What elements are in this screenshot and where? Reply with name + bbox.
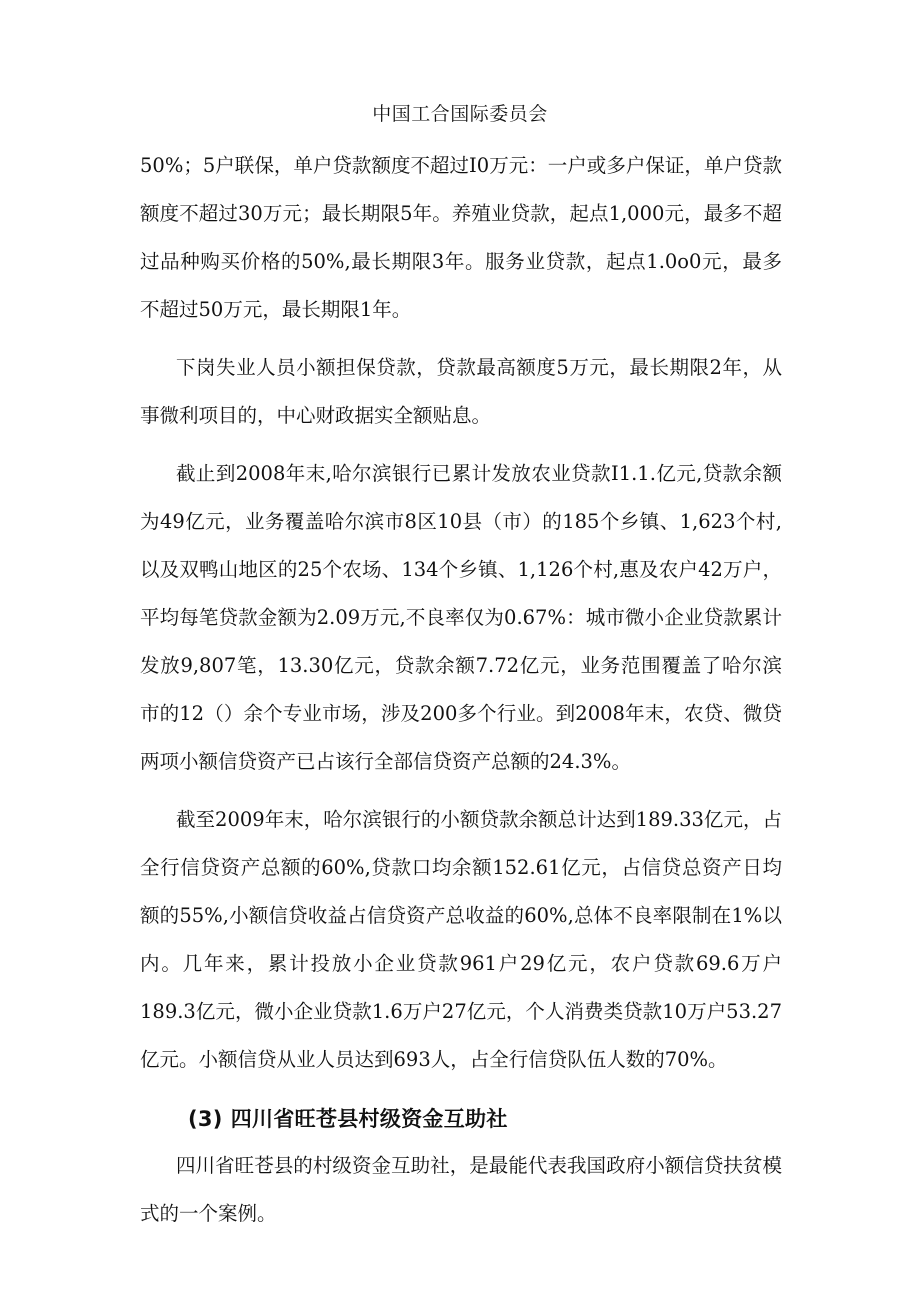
paragraph-wangcang-intro: 四川省旺苍县的村级资金互助社，是最能代表我国政府小额信贷扶贫模式的一个案例。	[140, 1154, 782, 1225]
page-header: 中国工合国际委员会	[372, 103, 548, 125]
paragraph-2009-summary: 截至2009年末，哈尔滨银行的小额贷款余额总计达到189.33亿元，占全行信贷资产总额的60%,贷款口均余额152.61亿元，占信贷总资产日均额的55%,小额信贷收益占信贷资产总收益的60%,总体不良率限制在1%以内。几年来，累计投放小企业贷款961户29亿元，农户贷款69.6万户189.3亿元，微小企业贷款1.6万户27亿元，个人消费类贷款10万户53.27亿元。小额信贷从业人员达到693人，占全行信贷队伍人数的70%。	[140, 808, 782, 1071]
section-title: 四川省旺苍县村级资金互助社	[230, 1107, 508, 1131]
section-heading	[140, 1096, 782, 1142]
paragraph-2008-summary: 截止到2008年末,哈尔滨银行已累计发放农业贷款I1.1.亿元,贷款余额为49亿元，业务覆盖哈尔滨市8区10县（市）的185个乡镇、1,623个村,以及双鸭山地区的25个农场、134个乡镇、1,126个村,惠及农户42万户，平均每笔贷款金额为2.09万元,不良率仅为0.67%：城市微小企业贷款累计发放9,807笔，13.30亿元，贷款余额7.72亿元，业务范围覆盖了哈尔滨市的12（）余个专业市场，涉及200多个行业。到2008年末，农贷、微贷两项小额信贷资产已占该行全部信贷资产总额的24.3%。	[140, 462, 782, 773]
document-body	[140, 142, 782, 1238]
section-number: (3)	[188, 1107, 223, 1131]
paragraph-loan-terms: 50%；5户联保，单户贷款额度不超过I0万元：一户或多户保证，单户贷款额度不超过30万元；最长期限5年。养殖业贷款，起点1,000元，最多不超过品种购买价格的50%,最长期限3年。服务业贷款，起点1.0o0元，最多不超过50万元，最长期限1年。	[140, 154, 782, 321]
paragraph-guarantee-loans: 下岗失业人员小额担保贷款，贷款最高额度5万元，最长期限2年，从事微利项目的，中心财政据实全额贴息。	[140, 356, 782, 427]
